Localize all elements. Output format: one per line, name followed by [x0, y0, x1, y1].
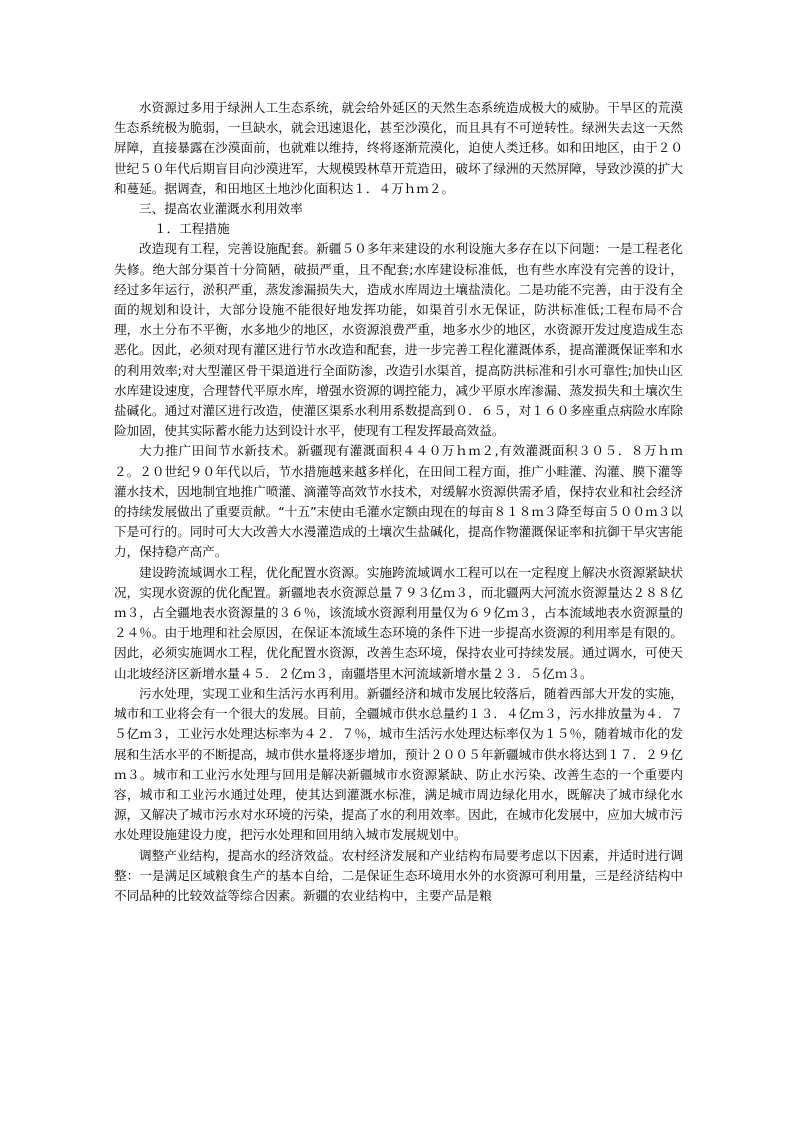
- paragraph-field-water-saving: 大力推广田间节水新技术。新疆现有灌溉面积４４０万ｈｍ２,有效灌溉面积３０５．８万ｈｍ２。２０世纪９０年代以后，节水措施越来越多样化，在田间工程方面，推广小畦灌、沟灌、膜下灌等灌水技术，因地制宜地推广喷灌、滴灌等高效节水技术，对缓解水资源供需矛盾，保持农业和社会经济的持续发展做出了重要贡献。“十五”末使由毛灌水定额由现在的每亩８１８ｍ３降至每亩５００ｍ３以下是可行的。同时可大大改善大水漫灌造成的土壤次生盐碱化，提高作物灌溉保证率和抗御干旱灾害能力，保持稳产高产。: [114, 443, 683, 560]
- paragraph-project-renovation: 改造现有工程，完善设施配套。新疆５０多年来建设的水利设施大多存在以下问题：一是工程老化失修。绝大部分渠首十分简陋，破损严重，且不配套;水库建设标准低，也有些水库没有完善的设计，经过多年运行，淤积严重，蒸发渗漏损失大，造成水库周边土壤盐渍化。二是功能不完善，由于没有全面的规划和设计，大部分设施不能很好地发挥功能，如渠首引水无保证，防洪标准低;工程布局不合理，水土分布不平衡，水多地少的地区，水资源浪费严重，地多水少的地区，水资源开发过度造成生态恶化。因此，必须对现有灌区进行节水改造和配套，进一步完善工程化灌溉体系，提高灌溉保证率和水的利用效率;对大型灌区骨干渠道进行全面防渗，改造引水渠首，提高防洪标准和引水可靠性;加快山区水库建设速度，合理替代平原水库，增强水资源的调控能力，减少平原水库渗漏、蒸发损失和土壤次生盐碱化。通过对灌区进行改造，使灌区渠系水利用系数提高到０．６５，对１６０多座重点病险水库除险加固，使其实际蓄水能力达到设计水平，使现有工程发挥最高效益。: [114, 241, 683, 439]
- paragraph-industrial-structure: 调整产业结构，提高水的经济效益。农村经济发展和产业结构布局要考虑以下因素，并适时进行调整：一是满足区域粮食生产的基本自给，二是保证生态环境用水外的水资源可利用量，三是经济结构中不同品种的比较效益等综合因素。新疆的农业结构中，主要产品是粮: [114, 847, 683, 903]
- section-heading: 三、提高农业灌溉水利用效率: [139, 201, 303, 217]
- paragraph-sewage-treatment: 污水处理，实现工业和生活污水再利用。新疆经济和城市发展比较落后，随着西部大开发的实施，城市和工业将会有一个很大的发展。目前，全疆城市供水总量约１３．４亿ｍ３，污水排放量为４．７５亿ｍ３，工业污水处理达标率为４２．７％，城市生活污水处理达标率仅为１５％，随着城市化的发展和生活水平的不断提高，城市供水量将逐步增加，预计２００５年新疆城市供水将达到１７．２９亿ｍ３。城市和工业污水处理与回用是解决新疆城市水资源紧缺、防止水污染、改善生态的一个重要内容，城市和工业污水通过处理，使其达到灌溉水标准，满足城市周边绿化用水，既解决了城市绿化水源，又解决了城市污水对水环境的污染，提高了水的利用效率。因此，在城市化发展中，应加大城市污水处理设施建设力度，把污水处理和回用纳入城市发展规划中。: [114, 685, 683, 843]
- subsection-heading: １．工程措施: [154, 221, 230, 237]
- document-body: [114, 98, 683, 906]
- paragraph-desertification: 水资源过多用于绿洲人工生态系统，就会给外延区的天然生态系统造成极大的威胁。干旱区的荒漠生态系统极为脆弱，一旦缺水，就会迅速退化，甚至沙漠化，而且具有不可逆转性。绿洲失去这一天然屏障，直接暴露在沙漠面前，也就难以维持，终将逐渐荒漠化，迫使人类迁移。如和田地区，由于２０世纪５０年代后期盲目向沙漠进军，大规模毁林草开荒造田，破坏了绿洲的天然屏障，导致沙漠的扩大和蔓延。据调查，和田地区土地沙化面积达１．４万ｈｍ２。: [114, 100, 683, 196]
- paragraph-water-transfer: 建设跨流域调水工程，优化配置水资源。实施跨流域调水工程可以在一定程度上解决水资源紧缺状况，实现水资源的优化配置。新疆地表水资源总量７９３亿ｍ３，而北疆两大河流水资源量达２８８亿ｍ３，占全疆地表水资源量的３６％，该流域水资源利用量仅为６９亿ｍ３，占本流域地表水资源量的２４％。由于地理和社会原因，在保证本流域生态环境的条件下进一步提高水资源的利用率是有限的。因此，必须实施调水工程，优化配置水资源，改善生态环境，保持农业可持续发展。通过调水，可使天山北坡经济区新增水量４５．２亿ｍ３，南疆塔里木河流域新增水量２３．５亿ｍ３。: [114, 564, 683, 681]
